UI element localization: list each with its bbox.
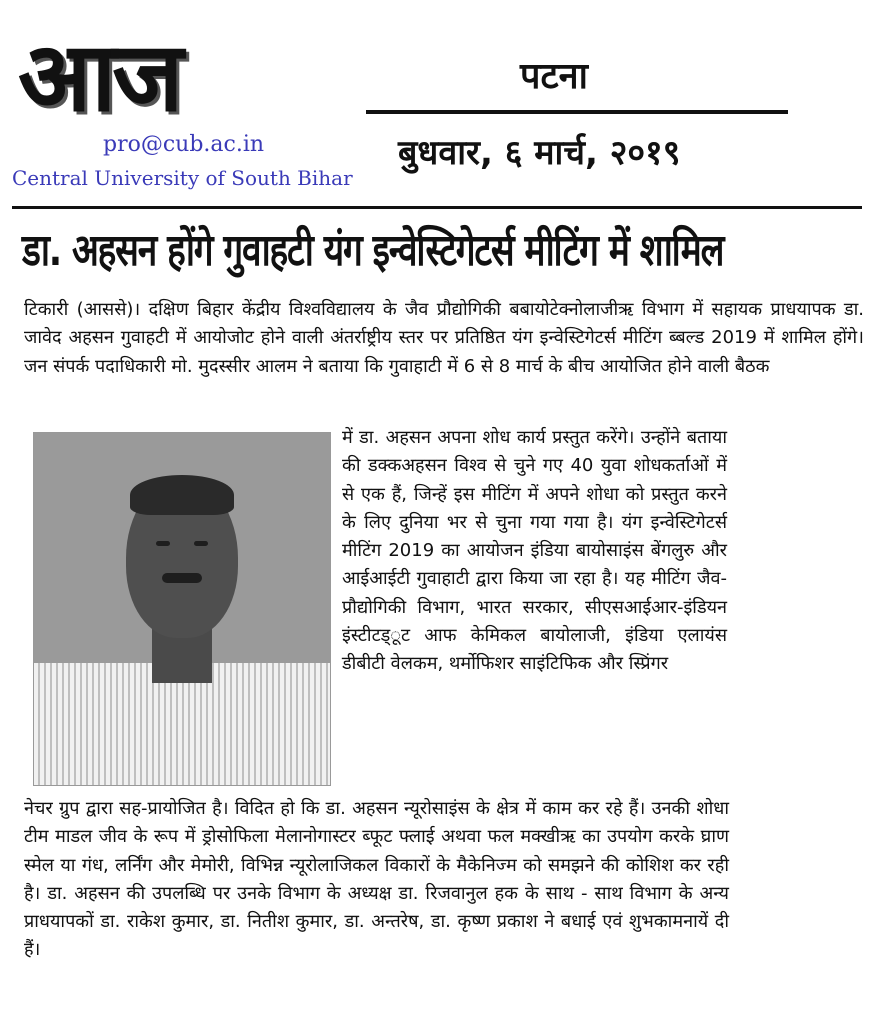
article-headline: डा. अहसन होंगे गुवाहटी यंग इन्वेस्टिगेटर्स मीटिंग में शामिल xyxy=(22,225,724,276)
edition-city: पटना xyxy=(520,56,588,97)
headline-rule xyxy=(12,206,862,209)
article-paragraph-top: टिकारी (आससे)। दक्षिण बिहार केंद्रीय विश्वविद्यालय के जैव प्रौद्योगिकी बबायोटेक्नोलाजीऋ विभाग में सहायक प्राधयापक डा. जावेद अहसन गुवाहटी में आयोजोट होने वाली अंतर्राष्ट्रीय स्तर पर प्रतिष्ठित यंग इन्वेस्टिगेटर्स मीटिंग ब्बल्ड 2019 में शामिल होंगे। जन संपर्क पदाधिकारी मो. मुदस्सीर आलम ने बताया कि गुवाहाटी में 6 से 8 मार्च के बीच आयोजित होने वाली बैठक xyxy=(24,299,864,377)
source-university: Central University of South Bihar xyxy=(12,166,353,190)
source-email: pro@cub.ac.in xyxy=(103,132,265,157)
article-paragraph-bottom: नेचर ग्रुप द्वारा सह-प्रायोजित है। विदित हो कि डा. अहसन न्यूरोसाइंस के क्षेत्र में काम कर रहे हैं। उनकी शोधा टीम माडल जीव के रूप में ड्रोसोफिला मेलानोगास्टर ब्फूट फ्लाई अथवा फल मक्खीऋ का उपयोग करके घ्राण स्मेल या गंध, लर्निंग और मेमोरी, विभिन्न न्यूरोलाजिकल विकारों के मैकेनिज्म को समझने की कोशिश कर रही है। डा. अहसन की उपलब्धि पर उनके विभाग के अध्यक्ष डा. रिजवानुल हक के साथ - साथ विभाग के अन्य प्राधयापकों डा. राकेश कुमार, डा. नितीश कुमार, डा. अन्तरेष, डा. कृष्ण प्रकाश ने बधाई एवं शुभकामनायें दी हैं। xyxy=(24,798,729,961)
edition-date: बुधवार, ६ मार्च, २०१९ xyxy=(398,133,681,173)
article-paragraph-right: में डा. अहसन अपना शोध कार्य प्रस्तुत करेंगे। उन्होंने बताया की डक्कअहसन विश्व से चुने गए 40 युवा शोधकर्ताओं में से एक हैं, जिन्हें इस मीटिंग में अपने शोधा को प्रस्तुत करने के लिए दुनिया भर से चुना गया गया है। यंग इन्वेस्टिगेटर्स मीटिंग 2019 का आयोजन इंडिया बायोसाइंस बेंगलुरु और आईआईटी गुवाहाटी द्वारा किया जा रहा है। यह मीटिंग जैव-प्रौद्योगिकी विभाग, भारत सरकार, सीएसआईआर-इंडियन इंस्टीटड्ूट आफ केमिकल बायोलाजी, इंडिया एलायंस डीबीटी वेलकम, थर्मोफिशर साइंटिफिक और स्प्रिंगर xyxy=(342,427,727,675)
masthead-rule xyxy=(366,110,788,114)
portrait-photo xyxy=(33,432,331,786)
newspaper-logo: आज xyxy=(18,21,180,133)
